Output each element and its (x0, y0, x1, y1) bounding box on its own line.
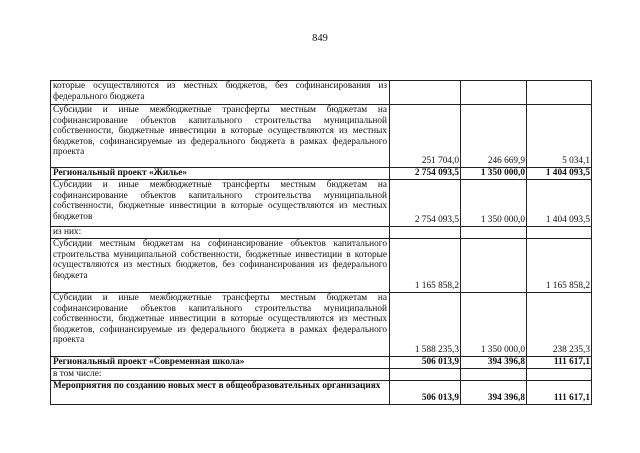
table-row (51, 227, 592, 239)
regional-value: 111 617,1 (527, 357, 592, 369)
federal-value (461, 81, 527, 105)
row-description: которые осуществляются из местных бюджетов, без софинансирования из федерального бюджета (51, 81, 390, 105)
table-row (51, 105, 592, 168)
regional-value: 111 617,1 (527, 381, 592, 405)
table-row (51, 381, 592, 405)
federal-value (461, 369, 527, 381)
row-description: из них: (51, 227, 390, 239)
federal-value (461, 227, 527, 239)
regional-value: 1 404 093,5 (527, 180, 592, 227)
table-row (51, 168, 592, 180)
regional-value: 1 404 093,5 (527, 168, 592, 180)
row-description: Региональный проект «Жилье» (51, 168, 390, 180)
table-row (51, 357, 592, 369)
row-description: Субсидии местным бюджетам на софинансирование объектов капитального строительства муниципальной собственности, бюджетные инвестиции в которые осуществляются из местных бюджетов, без софинансирования из федерального бюджета (51, 239, 390, 293)
table-row (51, 293, 592, 357)
row-description: Субсидии и иные межбюджетные трансферты местным бюджетам на софинансирование объектов капитального строительства муниципальной собственности, бюджетные инвестиции в которые осуществляются из местных бюджетов (51, 180, 390, 227)
row-description: Мероприятия по созданию новых мест в общеобразовательных организациях (51, 381, 390, 405)
total-value: 2 754 093,5 (390, 168, 461, 180)
regional-value: 1 165 858,2 (527, 239, 592, 293)
total-value: 1 588 235,3 (390, 293, 461, 357)
federal-value: 394 396,8 (461, 357, 527, 369)
total-value: 1 165 858,2 (390, 239, 461, 293)
total-value: 251 704,0 (390, 105, 461, 168)
total-value (390, 227, 461, 239)
page-number: 849 (312, 33, 328, 44)
row-description: Субсидии и иные межбюджетные трансферты местным бюджетам на софинансирование объектов капитального строительства муниципальной собственности, бюджетные инвестиции в которые осуществляются из местных бюджетов, софинансируемые из федерального бюджета в рамках федерального проекта (51, 105, 390, 168)
regional-value: 238 235,3 (527, 293, 592, 357)
budget-table (50, 80, 592, 405)
total-value: 506 013,9 (390, 381, 461, 405)
federal-value: 1 350 000,0 (461, 180, 527, 227)
row-description: Субсидии и иные межбюджетные трансферты местным бюджетам на софинансирование объектов капитального строительства муниципальной собственности, бюджетные инвестиции в которые осуществляются из местных бюджетов, софинансируемые из федерального бюджета в рамках федерального проекта (51, 293, 390, 357)
federal-value: 394 396,8 (461, 381, 527, 405)
total-value (390, 369, 461, 381)
regional-value: 5 034,1 (527, 105, 592, 168)
federal-value: 246 669,9 (461, 105, 527, 168)
federal-value (461, 239, 527, 293)
federal-value: 1 350 000,0 (461, 293, 527, 357)
table-row (51, 180, 592, 227)
total-value: 2 754 093,5 (390, 180, 461, 227)
table-row (51, 81, 592, 105)
regional-value (527, 227, 592, 239)
row-description: в том числе: (51, 369, 390, 381)
table-row (51, 369, 592, 381)
total-value (390, 81, 461, 105)
total-value: 506 013,9 (390, 357, 461, 369)
regional-value (527, 81, 592, 105)
regional-value (527, 369, 592, 381)
federal-value: 1 350 000,0 (461, 168, 527, 180)
table-row (51, 239, 592, 293)
row-description: Региональный проект «Современная школа» (51, 357, 390, 369)
